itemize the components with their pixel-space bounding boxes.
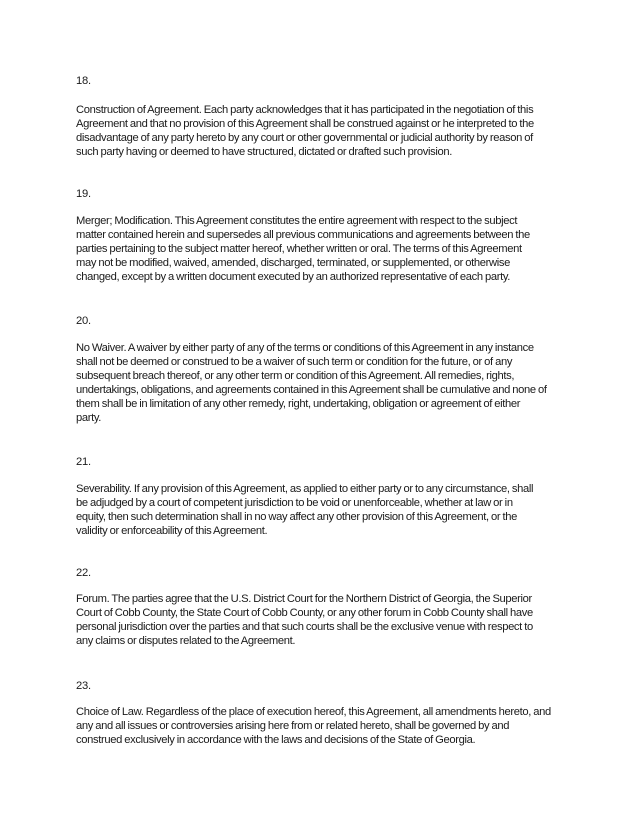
paragraph-line: parties pertaining to the subject matter hereof, whether written or oral. The terms of this Agreement <box>76 243 522 255</box>
section-paragraph <box>76 341 566 425</box>
paragraph-line: disadvantage of any party hereto by any court or other governmental or judicial authority by reason of <box>76 132 533 144</box>
paragraph-line: party. <box>76 412 102 424</box>
paragraph-line: such party having or deemed to have structured, dictated or drafted such provision. <box>76 146 453 158</box>
paragraph-line: construed exclusively in accordance with the laws and decisions of the State of Georgia. <box>76 734 476 746</box>
paragraph-line: shall not be deemed or construed to be a waiver of such term or condition for the future, or of any <box>76 356 513 368</box>
paragraph-line: undertakings, obligations, and agreements contained in this Agreement shall be cumulative and none of <box>76 384 547 396</box>
section-number: 22. <box>76 567 91 579</box>
section-paragraph <box>76 705 566 747</box>
paragraph-line: them shall be in limitation of any other remedy, right, undertaking, obligation or agreement of either <box>76 398 521 410</box>
section-number: 21. <box>76 456 91 468</box>
section-number: 18. <box>76 75 91 87</box>
paragraph-line: may not be modified, waived, amended, discharged, terminated, or supplemented, or otherwise <box>76 257 511 269</box>
section-paragraph <box>76 103 566 159</box>
paragraph-line: any and all issues or controversies arising here from or related hereto, shall be governed by and <box>76 720 510 732</box>
paragraph-line: any claims or disputes related to the Agreement. <box>76 635 296 647</box>
paragraph-line: Forum. The parties agree that the U.S. District Court for the Northern District of Georgia, the Superior <box>76 593 532 605</box>
paragraph-line: Agreement and that no provision of this Agreement shall be construed against or he interpreted to the <box>76 118 534 130</box>
paragraph-line: equity, then such determination shall in no way affect any other provision of this Agreement, or the <box>76 511 518 523</box>
paragraph-line: Severability. If any provision of this Agreement, as applied to either party or to any circumstance, shall <box>76 483 534 495</box>
paragraph-line: validity or enforceability of this Agreement. <box>76 525 268 537</box>
paragraph-line: Merger; Modification. This Agreement constitutes the entire agreement with respect to the subject <box>76 215 518 227</box>
section-paragraph <box>76 592 566 648</box>
paragraph-line: changed, except by a written document executed by an authorized representative of each party. <box>76 271 511 283</box>
paragraph-line: Choice of Law. Regardless of the place of execution hereof, this Agreement, all amendments hereto, and <box>76 706 551 718</box>
paragraph-line: Court of Cobb County, the State Court of Cobb County, or any other forum in Cobb County shall have <box>76 607 533 619</box>
section-number: 19. <box>76 188 91 200</box>
section-number: 20. <box>76 315 91 327</box>
paragraph-line: be adjudged by a court of competent jurisdiction to be void or unenforceable, whether at law or in <box>76 497 513 509</box>
paragraph-line: subsequent breach thereof, or any other term or condition of this Agreement. All remedies, rights, <box>76 370 515 382</box>
paragraph-line: personal jurisdiction over the parties and that such courts shall be the exclusive venue with respect to <box>76 621 533 633</box>
paragraph-line: No Waiver. A waiver by either party of any of the terms or conditions of this Agreement in any instance <box>76 342 534 354</box>
paragraph-line: matter contained herein and supersedes all previous communications and agreements between the <box>76 229 530 241</box>
section-number: 23. <box>76 680 91 692</box>
section-paragraph <box>76 482 566 538</box>
paragraph-line: Construction of Agreement. Each party acknowledges that it has participated in the negotiation of this <box>76 104 534 116</box>
section-paragraph <box>76 214 566 284</box>
